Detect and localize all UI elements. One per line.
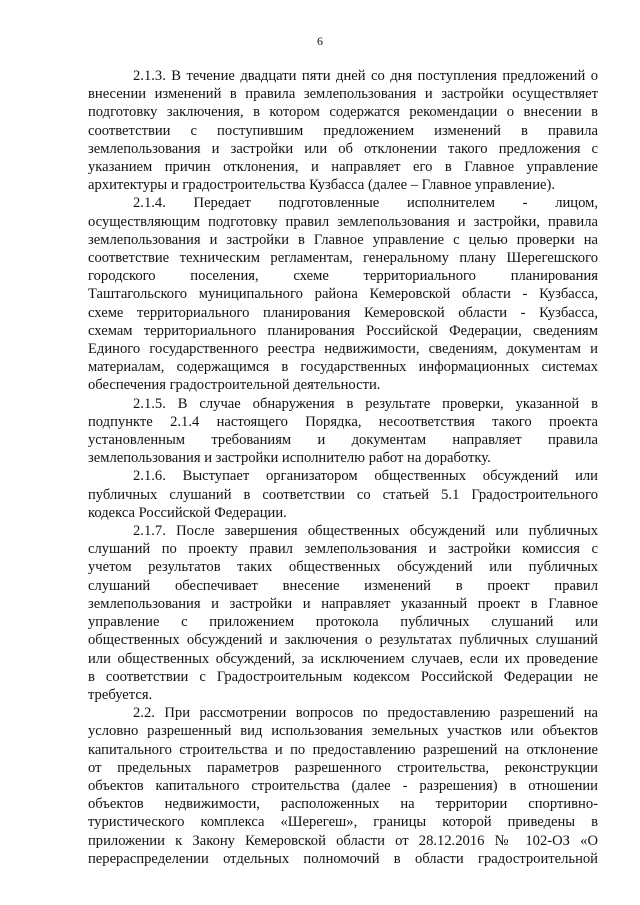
text-line: приложении к Закону Кемеровской области от 28.12.2016 № 102-ОЗ «О	[88, 832, 598, 849]
text-line: в соответствии с Градостроительным кодексом Российской Федерации не	[88, 668, 598, 685]
text-line: 2.1.6. Выступает организатором общественных обсуждений или	[133, 468, 598, 485]
text-line: перераспределении отдельных полномочий в области градостроительной	[88, 850, 598, 867]
text-line: публичных слушаний в соответствии со статьей 5.1 Градостроительного	[88, 486, 598, 503]
page-number: 6	[317, 34, 323, 48]
text-line: кодекса Российской Федерации.	[88, 504, 287, 521]
text-line: Таштагольского муниципального района Кемеровской области - Кузбасса,	[88, 286, 598, 303]
text-line: соответствие техническим регламентам, генеральному плану Шерегешского	[88, 250, 598, 267]
text-line: объектов недвижимости, расположенных на территории спортивно-	[88, 796, 598, 813]
paragraph-2-1-5	[88, 395, 598, 468]
text-line: указанием причин отклонения, и направляет его в Главное управление	[88, 159, 598, 176]
text-line: слушаний по проекту правил землепользования и застройки комиссия с	[88, 541, 598, 558]
text-line: обеспечения градостроительной деятельности.	[88, 377, 381, 394]
text-line: подготовку заключения, в котором содержатся рекомендации о внесении в	[88, 104, 598, 121]
document-body	[88, 67, 598, 868]
text-line: туристического комплекса «Шерегеш», границы которой приведены в	[88, 814, 598, 831]
text-line: учетом результатов таких общественных обсуждений или публичных	[88, 559, 598, 576]
text-line: соответствии с поступившим предложением изменений в правила	[88, 122, 598, 139]
text-line: схемам территориального планирования Российской Федерации, сведениям	[88, 322, 598, 339]
text-line: внесении изменений в правила землепользования и застройки осуществляет	[88, 86, 598, 103]
text-line: городского поселения, схеме территориального планирования	[88, 268, 598, 285]
text-line: 2.1.3. В течение двадцати пяти дней со дня поступления предложений о	[133, 68, 598, 84]
text-line: схеме территориального планирования Кемеровской области - Кузбасса,	[88, 304, 598, 321]
paragraph-2-1-6	[88, 467, 598, 522]
text-line: общественных обсуждений и заключения о результатах публичных слушаний	[88, 632, 598, 649]
text-line: управление с приложением протокола публичных слушаний или	[88, 614, 598, 631]
text-line: материалам, содержащимся в государственных информационных системах	[88, 359, 598, 376]
text-line: подпункте 2.1.4 настоящего Порядка, несоответствия такого проекта	[88, 413, 598, 430]
text-line: землепользования и застройки и направляет указанный проект в Главное	[88, 595, 598, 612]
text-line: осуществляющим подготовку правил землепользования и застройки, правила	[88, 213, 598, 230]
text-line: 2.1.5. В случае обнаружения в результате проверки, указанной в	[133, 395, 598, 412]
text-line: 2.1.4. Передает подготовленные исполнителем - лицом,	[133, 195, 598, 212]
text-line: условно разрешенный вид использования земельных участков или объектов	[88, 723, 598, 740]
text-line: архитектуры и градостроительства Кузбасса (далее – Главное управление).	[88, 177, 556, 194]
text-line: землепользования и застройки в Главное управление с целью проверки на	[88, 231, 598, 248]
paragraph-2-2	[88, 704, 598, 868]
text-line: 2.1.7. После завершения общественных обсуждений или публичных	[133, 523, 598, 540]
text-line: от предельных параметров разрешенного строительства, реконструкции	[88, 759, 598, 776]
paragraph-2-1-3	[88, 67, 598, 194]
paragraph-2-1-4	[88, 194, 598, 394]
text-line: слушаний обеспечивает внесение изменений в проект правил	[88, 577, 598, 594]
text-line: Единого государственного реестра недвижимости, сведениям, документам и	[88, 341, 598, 358]
text-line: землепользования и застройки или об отклонении такого предложения с	[88, 140, 598, 157]
text-line: или общественных обсуждений, за исключением случаев, если их проведение	[88, 650, 598, 667]
text-line: землепользования и застройки исполнителю работ на доработку.	[88, 450, 491, 467]
paragraph-2-1-7	[88, 522, 598, 704]
text-line: объектов капитального строительства (далее - разрешения) в отношении	[88, 777, 598, 794]
text-line: установленным требованиям и документам направляет правила	[88, 432, 598, 449]
text-line: капитального строительства и по предоставлению разрешений на отклонение	[88, 741, 598, 758]
text-line: 2.2. При рассмотрении вопросов по предоставлению разрешений на	[133, 705, 598, 722]
text-line: требуется.	[88, 686, 153, 703]
